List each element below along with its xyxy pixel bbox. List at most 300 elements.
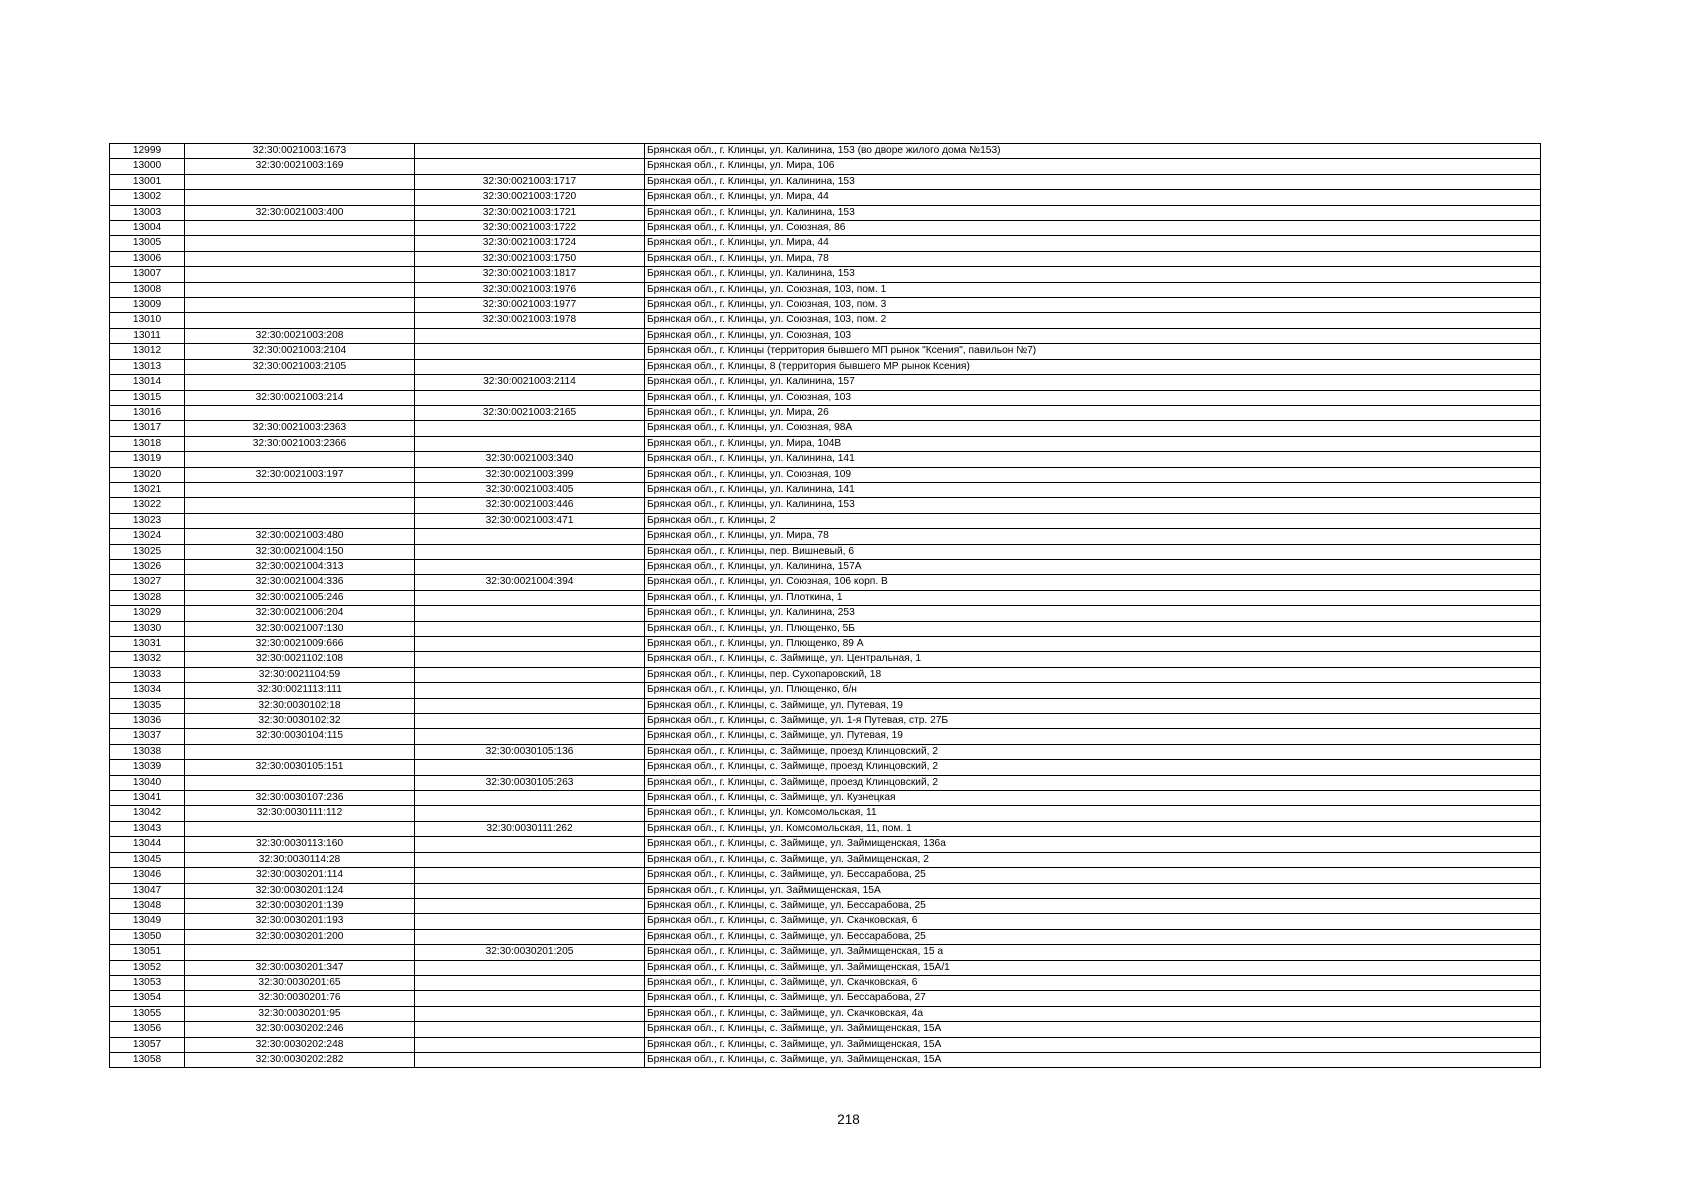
table-row [110,529,1541,544]
table-row [110,144,1541,159]
address-cell: Брянская обл., г. Клинцы, с. Займище, ул. Скачковская, 6 [645,914,1541,929]
address-cell: Брянская обл., г. Клинцы, пер. Вишневый, 6 [645,544,1541,559]
table-row [110,482,1541,497]
table-row [110,868,1541,883]
record-number-cell: 13016 [110,405,185,420]
table-row [110,221,1541,236]
related-cadastral-number-cell: 32:30:0021003:1720 [415,190,645,205]
related-cadastral-number-cell [415,714,645,729]
cadastral-number-cell [185,452,415,467]
address-cell: Брянская обл., г. Клинцы, с. Займище, ул. Бессарабова, 27 [645,991,1541,1006]
record-number-cell: 13028 [110,590,185,605]
cadastral-number-cell: 32:30:0030202:248 [185,1037,415,1052]
related-cadastral-number-cell: 32:30:0021003:1977 [415,298,645,313]
address-cell: Брянская обл., г. Клинцы, ул. Мира, 78 [645,529,1541,544]
record-number-cell: 13058 [110,1052,185,1067]
address-cell: Брянская обл., г. Клинцы, ул. Плоткина, 1 [645,590,1541,605]
record-number-cell: 12999 [110,144,185,159]
related-cadastral-number-cell [415,344,645,359]
record-number-cell: 13031 [110,637,185,652]
cadastral-number-cell [185,251,415,266]
cadastral-number-cell [185,945,415,960]
record-number-cell: 13013 [110,359,185,374]
related-cadastral-number-cell: 32:30:0021003:1817 [415,267,645,282]
related-cadastral-number-cell: 32:30:0021003:1717 [415,174,645,189]
address-cell: Брянская обл., г. Клинцы, с. Займище, ул. Займищенская, 15А [645,1022,1541,1037]
related-cadastral-number-cell: 32:30:0030201:205 [415,945,645,960]
cadastral-number-cell: 32:30:0030104:115 [185,729,415,744]
cadastral-number-cell: 32:30:0030201:76 [185,991,415,1006]
record-number-cell: 13052 [110,960,185,975]
related-cadastral-number-cell [415,359,645,374]
table-row [110,760,1541,775]
record-number-cell: 13002 [110,190,185,205]
address-cell: Брянская обл., г. Клинцы, с. Займище, ул. Бессарабова, 25 [645,898,1541,913]
record-number-cell: 13023 [110,513,185,528]
record-number-cell: 13011 [110,328,185,343]
record-number-cell: 13017 [110,421,185,436]
registry-table [109,143,1541,1068]
table-row [110,698,1541,713]
record-number-cell: 13022 [110,498,185,513]
table-row [110,575,1541,590]
table-row [110,744,1541,759]
table-row [110,467,1541,482]
record-number-cell: 13040 [110,775,185,790]
table-row [110,498,1541,513]
cadastral-number-cell [185,482,415,497]
table-row [110,298,1541,313]
record-number-cell: 13004 [110,221,185,236]
table-row [110,1006,1541,1021]
address-cell: Брянская обл., г. Клинцы, с. Займище, ул. Центральная, 1 [645,652,1541,667]
cadastral-number-cell: 32:30:0030201:95 [185,1006,415,1021]
cadastral-number-cell: 32:30:0021007:130 [185,621,415,636]
address-cell: Брянская обл., г. Клинцы, с. Займище, ул. Займищенская, 15А [645,1037,1541,1052]
address-cell: Брянская обл., г. Клинцы, ул. Калинина, 153 [645,498,1541,513]
related-cadastral-number-cell [415,390,645,405]
cadastral-number-cell: 32:30:0030202:282 [185,1052,415,1067]
related-cadastral-number-cell: 32:30:0030105:136 [415,744,645,759]
address-cell: Брянская обл., г. Клинцы, ул. Союзная, 103 [645,390,1541,405]
address-cell: Брянская обл., г. Клинцы, с. Займище, ул. Скачковская, 4а [645,1006,1541,1021]
table-row [110,559,1541,574]
record-number-cell: 13019 [110,452,185,467]
table-row [110,205,1541,220]
table-row [110,806,1541,821]
address-cell: Брянская обл., г. Клинцы, пер. Сухопаровский, 18 [645,667,1541,682]
address-cell: Брянская обл., г. Клинцы, ул. Плющенко, 5Б [645,621,1541,636]
address-cell: Брянская обл., г. Клинцы, ул. Мира, 106 [645,159,1541,174]
related-cadastral-number-cell [415,791,645,806]
address-cell: Брянская обл., г. Клинцы, ул. Мира, 44 [645,190,1541,205]
cadastral-number-cell [185,236,415,251]
cadastral-number-cell: 32:30:0021005:246 [185,590,415,605]
table-row [110,621,1541,636]
record-number-cell: 13051 [110,945,185,960]
address-cell: Брянская обл., г. Клинцы, с. Займище, ул. Путевая, 19 [645,698,1541,713]
related-cadastral-number-cell: 32:30:0021003:471 [415,513,645,528]
cadastral-number-cell: 32:30:0021003:480 [185,529,415,544]
table-row [110,729,1541,744]
record-number-cell: 13024 [110,529,185,544]
record-number-cell: 13045 [110,852,185,867]
related-cadastral-number-cell [415,590,645,605]
address-cell: Брянская обл., г. Клинцы, ул. Союзная, 103, пом. 2 [645,313,1541,328]
table-row [110,359,1541,374]
cadastral-number-cell: 32:30:0030202:246 [185,1022,415,1037]
cadastral-number-cell: 32:30:0030201:200 [185,929,415,944]
table-row [110,683,1541,698]
related-cadastral-number-cell [415,621,645,636]
record-number-cell: 13032 [110,652,185,667]
table-row [110,821,1541,836]
address-cell: Брянская обл., г. Клинцы, ул. Калинина, 141 [645,482,1541,497]
table-row [110,652,1541,667]
address-cell: Брянская обл., г. Клинцы, ул. Комсомольская, 11 [645,806,1541,821]
related-cadastral-number-cell [415,837,645,852]
record-number-cell: 13008 [110,282,185,297]
table-row [110,791,1541,806]
record-number-cell: 13034 [110,683,185,698]
related-cadastral-number-cell: 32:30:0021003:1976 [415,282,645,297]
table-row [110,421,1541,436]
table-row [110,590,1541,605]
table-row [110,452,1541,467]
cadastral-number-cell [185,282,415,297]
cadastral-number-cell: 32:30:0030201:139 [185,898,415,913]
record-number-cell: 13050 [110,929,185,944]
address-cell: Брянская обл., г. Клинцы, ул. Союзная, 106 корп. В [645,575,1541,590]
related-cadastral-number-cell: 32:30:0021003:1721 [415,205,645,220]
cadastral-number-cell: 32:30:0030105:151 [185,760,415,775]
record-number-cell: 13042 [110,806,185,821]
related-cadastral-number-cell [415,544,645,559]
cadastral-number-cell: 32:30:0030107:236 [185,791,415,806]
record-number-cell: 13027 [110,575,185,590]
table-row [110,714,1541,729]
table-row [110,914,1541,929]
address-cell: Брянская обл., г. Клинцы, ул. Калинина, 153 [645,174,1541,189]
table-row [110,190,1541,205]
related-cadastral-number-cell [415,159,645,174]
cadastral-number-cell [185,190,415,205]
cadastral-number-cell [185,498,415,513]
record-number-cell: 13038 [110,744,185,759]
related-cadastral-number-cell: 32:30:0021003:1978 [415,313,645,328]
cadastral-number-cell [185,821,415,836]
table-row [110,960,1541,975]
address-cell: Брянская обл., г. Клинцы, с. Займище, ул. Кузнецкая [645,791,1541,806]
address-cell: Брянская обл., г. Клинцы, ул. Калинина, 253 [645,606,1541,621]
address-cell: Брянская обл., г. Клинцы, ул. Калинина, 157А [645,559,1541,574]
record-number-cell: 13012 [110,344,185,359]
related-cadastral-number-cell [415,929,645,944]
related-cadastral-number-cell [415,1037,645,1052]
record-number-cell: 13007 [110,267,185,282]
address-cell: Брянская обл., г. Клинцы, с. Займище, ул. Займищенская, 15А [645,1052,1541,1067]
cadastral-number-cell: 32:30:0021003:2104 [185,344,415,359]
related-cadastral-number-cell [415,652,645,667]
address-cell: Брянская обл., г. Клинцы, ул. Плющенко, б/н [645,683,1541,698]
cadastral-number-cell: 32:30:0021003:197 [185,467,415,482]
address-cell: Брянская обл., г. Клинцы, с. Займище, проезд Клинцовский, 2 [645,744,1541,759]
cadastral-number-cell: 32:30:0021003:214 [185,390,415,405]
related-cadastral-number-cell [415,1052,645,1067]
cadastral-number-cell [185,375,415,390]
related-cadastral-number-cell: 32:30:0021003:2165 [415,405,645,420]
related-cadastral-number-cell [415,960,645,975]
address-cell: Брянская обл., г. Клинцы, с. Займище, ул. Путевая, 19 [645,729,1541,744]
table-row [110,667,1541,682]
address-cell: Брянская обл., г. Клинцы, с. Займище, ул. 1-я Путевая, стр. 27Б [645,714,1541,729]
address-cell: Брянская обл., г. Клинцы, ул. Союзная, 103, пом. 1 [645,282,1541,297]
record-number-cell: 13026 [110,559,185,574]
related-cadastral-number-cell [415,667,645,682]
table-row [110,267,1541,282]
related-cadastral-number-cell [415,760,645,775]
page-number: 218 [837,1112,860,1127]
record-number-cell: 13020 [110,467,185,482]
address-cell: Брянская обл., г. Клинцы, ул. Союзная, 98А [645,421,1541,436]
record-number-cell: 13018 [110,436,185,451]
cadastral-number-cell [185,267,415,282]
related-cadastral-number-cell [415,852,645,867]
cadastral-number-cell: 32:30:0030111:112 [185,806,415,821]
related-cadastral-number-cell: 32:30:0030105:263 [415,775,645,790]
cadastral-number-cell: 32:30:0030113:160 [185,837,415,852]
cadastral-number-cell: 32:30:0021113:111 [185,683,415,698]
related-cadastral-number-cell [415,991,645,1006]
related-cadastral-number-cell: 32:30:0021003:405 [415,482,645,497]
record-number-cell: 13009 [110,298,185,313]
table-row [110,775,1541,790]
cadastral-number-cell: 32:30:0030201:65 [185,975,415,990]
address-cell: Брянская обл., г. Клинцы, с. Займище, ул. Займищенская, 136а [645,837,1541,852]
record-number-cell: 13014 [110,375,185,390]
table-row [110,606,1541,621]
registry-table-body [110,144,1541,1068]
cadastral-number-cell: 32:30:0021004:150 [185,544,415,559]
record-number-cell: 13039 [110,760,185,775]
address-cell: Брянская обл., г. Клинцы, с. Займище, проезд Клинцовский, 2 [645,775,1541,790]
cadastral-number-cell [185,513,415,528]
record-number-cell: 13001 [110,174,185,189]
cadastral-number-cell: 32:30:0021003:169 [185,159,415,174]
address-cell: Брянская обл., г. Клинцы, ул. Калинина, 153 (во дворе жилого дома №153) [645,144,1541,159]
table-row [110,282,1541,297]
related-cadastral-number-cell [415,898,645,913]
related-cadastral-number-cell: 32:30:0030111:262 [415,821,645,836]
address-cell: Брянская обл., г. Клинцы, с. Займище, ул. Займищенская, 15А/1 [645,960,1541,975]
record-number-cell: 13055 [110,1006,185,1021]
table-row [110,637,1541,652]
cadastral-number-cell [185,405,415,420]
related-cadastral-number-cell [415,328,645,343]
address-cell: Брянская обл., г. Клинцы, с. Займище, проезд Клинцовский, 2 [645,760,1541,775]
cadastral-number-cell: 32:30:0021003:400 [185,205,415,220]
cadastral-number-cell: 32:30:0021006:204 [185,606,415,621]
record-number-cell: 13025 [110,544,185,559]
related-cadastral-number-cell [415,559,645,574]
cadastral-number-cell: 32:30:0030114:28 [185,852,415,867]
related-cadastral-number-cell: 32:30:0021004:394 [415,575,645,590]
cadastral-number-cell: 32:30:0021104:59 [185,667,415,682]
table-row [110,852,1541,867]
table-row [110,251,1541,266]
record-number-cell: 13005 [110,236,185,251]
cadastral-number-cell: 32:30:0030201:347 [185,960,415,975]
table-row [110,236,1541,251]
address-cell: Брянская обл., г. Клинцы, ул. Союзная, 109 [645,467,1541,482]
table-row [110,313,1541,328]
table-row [110,975,1541,990]
related-cadastral-number-cell: 32:30:0021003:399 [415,467,645,482]
related-cadastral-number-cell [415,1022,645,1037]
record-number-cell: 13006 [110,251,185,266]
related-cadastral-number-cell [415,1006,645,1021]
cadastral-number-cell: 32:30:0030201:124 [185,883,415,898]
record-number-cell: 13003 [110,205,185,220]
record-number-cell: 13033 [110,667,185,682]
record-number-cell: 13046 [110,868,185,883]
cadastral-number-cell [185,775,415,790]
table-row [110,390,1541,405]
table-row [110,513,1541,528]
record-number-cell: 13021 [110,482,185,497]
record-number-cell: 13037 [110,729,185,744]
table-row [110,544,1541,559]
table-row [110,883,1541,898]
related-cadastral-number-cell: 32:30:0021003:1724 [415,236,645,251]
address-cell: Брянская обл., г. Клинцы, с. Займище, ул. Займищенская, 2 [645,852,1541,867]
record-number-cell: 13035 [110,698,185,713]
address-cell: Брянская обл., г. Клинцы, ул. Калинина, 153 [645,267,1541,282]
cadastral-number-cell [185,313,415,328]
cadastral-number-cell: 32:30:0021102:108 [185,652,415,667]
related-cadastral-number-cell [415,144,645,159]
record-number-cell: 13054 [110,991,185,1006]
related-cadastral-number-cell [415,883,645,898]
address-cell: Брянская обл., г. Клинцы, ул. Союзная, 103, пом. 3 [645,298,1541,313]
address-cell: Брянская обл., г. Клинцы, с. Займище, ул. Бессарабова, 25 [645,929,1541,944]
table-row [110,898,1541,913]
record-number-cell: 13041 [110,791,185,806]
address-cell: Брянская обл., г. Клинцы, с. Займище, ул. Займищенская, 15 а [645,945,1541,960]
related-cadastral-number-cell [415,606,645,621]
related-cadastral-number-cell: 32:30:0021003:1722 [415,221,645,236]
record-number-cell: 13036 [110,714,185,729]
address-cell: Брянская обл., г. Клинцы, ул. Плющенко, 89 А [645,637,1541,652]
record-number-cell: 13044 [110,837,185,852]
related-cadastral-number-cell [415,868,645,883]
related-cadastral-number-cell [415,683,645,698]
table-row [110,328,1541,343]
record-number-cell: 13049 [110,914,185,929]
record-number-cell: 13010 [110,313,185,328]
table-row [110,375,1541,390]
record-number-cell: 13015 [110,390,185,405]
record-number-cell: 13048 [110,898,185,913]
table-row [110,159,1541,174]
cadastral-number-cell: 32:30:0030102:32 [185,714,415,729]
address-cell: Брянская обл., г. Клинцы, ул. Калинина, 141 [645,452,1541,467]
cadastral-number-cell [185,298,415,313]
address-cell: Брянская обл., г. Клинцы, ул. Комсомольская, 11, пом. 1 [645,821,1541,836]
cadastral-number-cell: 32:30:0021003:2105 [185,359,415,374]
table-row [110,1037,1541,1052]
table-row [110,929,1541,944]
address-cell: Брянская обл., г. Клинцы, ул. Союзная, 103 [645,328,1541,343]
related-cadastral-number-cell: 32:30:0021003:2114 [415,375,645,390]
address-cell: Брянская обл., г. Клинцы, ул. Союзная, 86 [645,221,1541,236]
cadastral-number-cell: 32:30:0021003:2363 [185,421,415,436]
cadastral-number-cell: 32:30:0030201:114 [185,868,415,883]
cadastral-number-cell [185,221,415,236]
related-cadastral-number-cell [415,914,645,929]
table-row [110,945,1541,960]
address-cell: Брянская обл., г. Клинцы, ул. Мира, 104В [645,436,1541,451]
cadastral-number-cell: 32:30:0030201:193 [185,914,415,929]
related-cadastral-number-cell [415,436,645,451]
address-cell: Брянская обл., г. Клинцы, 8 (территория бывшего МР рынок Ксения) [645,359,1541,374]
related-cadastral-number-cell [415,421,645,436]
cadastral-number-cell: 32:30:0021003:2366 [185,436,415,451]
related-cadastral-number-cell: 32:30:0021003:446 [415,498,645,513]
record-number-cell: 13053 [110,975,185,990]
related-cadastral-number-cell [415,806,645,821]
related-cadastral-number-cell [415,729,645,744]
cadastral-number-cell [185,744,415,759]
table-row [110,837,1541,852]
address-cell: Брянская обл., г. Клинцы, ул. Мира, 44 [645,236,1541,251]
cadastral-number-cell: 32:30:0021004:313 [185,559,415,574]
table-row [110,405,1541,420]
cadastral-number-cell: 32:30:0021003:1673 [185,144,415,159]
table-row [110,1022,1541,1037]
address-cell: Брянская обл., г. Клинцы, ул. Займищенская, 15А [645,883,1541,898]
table-row [110,436,1541,451]
related-cadastral-number-cell [415,975,645,990]
record-number-cell: 13047 [110,883,185,898]
related-cadastral-number-cell [415,529,645,544]
address-cell: Брянская обл., г. Клинцы, 2 [645,513,1541,528]
address-cell: Брянская обл., г. Клинцы, ул. Мира, 26 [645,405,1541,420]
address-cell: Брянская обл., г. Клинцы, ул. Калинина, 157 [645,375,1541,390]
cadastral-number-cell: 32:30:0021004:336 [185,575,415,590]
record-number-cell: 13000 [110,159,185,174]
table-row [110,344,1541,359]
record-number-cell: 13056 [110,1022,185,1037]
record-number-cell: 13057 [110,1037,185,1052]
table-row [110,991,1541,1006]
record-number-cell: 13029 [110,606,185,621]
address-cell: Брянская обл., г. Клинцы, ул. Мира, 78 [645,251,1541,266]
cadastral-number-cell: 32:30:0030102:18 [185,698,415,713]
related-cadastral-number-cell [415,637,645,652]
related-cadastral-number-cell: 32:30:0021003:1750 [415,251,645,266]
record-number-cell: 13043 [110,821,185,836]
cadastral-number-cell [185,174,415,189]
table-row [110,1052,1541,1067]
related-cadastral-number-cell: 32:30:0021003:340 [415,452,645,467]
cadastral-number-cell: 32:30:0021009:666 [185,637,415,652]
address-cell: Брянская обл., г. Клинцы, ул. Калинина, 153 [645,205,1541,220]
address-cell: Брянская обл., г. Клинцы (территория бывшего МП рынок "Ксения", павильон №7) [645,344,1541,359]
address-cell: Брянская обл., г. Клинцы, с. Займище, ул. Бессарабова, 25 [645,868,1541,883]
table-row [110,174,1541,189]
related-cadastral-number-cell [415,698,645,713]
